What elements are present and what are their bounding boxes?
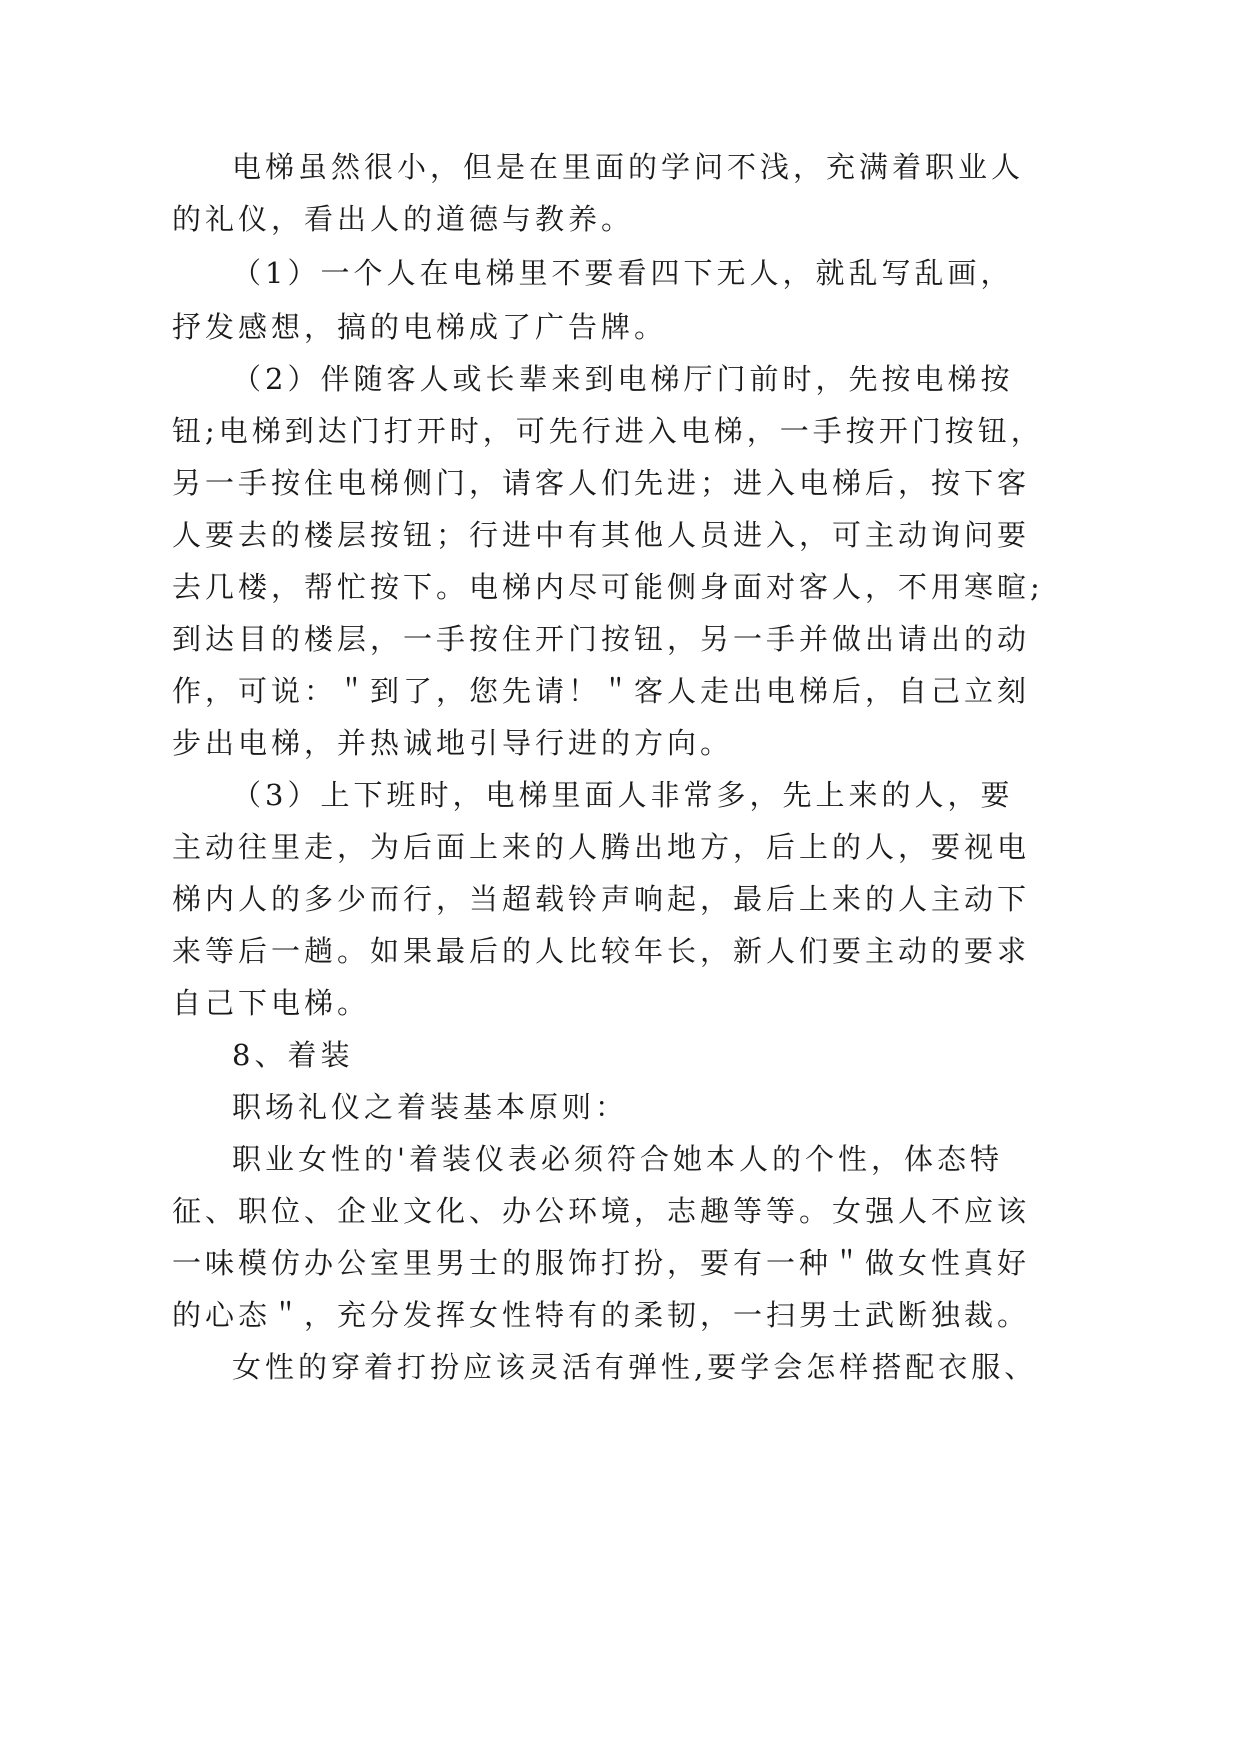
text-line: 的心态＂，充分发挥女性特有的柔韧，一扫男士武断独裁。: [172, 1298, 1031, 1332]
text-line: （1）一个人在电梯里不要看四下无人，就乱写乱画，: [232, 256, 1014, 290]
text-line: 另一手按住电梯侧门，请客人们先进；进入电梯后，按下客: [172, 466, 1031, 500]
text-line: （2）伴随客人或长辈来到电梯厅门前时，先按电梯按: [232, 362, 1014, 396]
text-line: 梯内人的多少而行，当超载铃声响起，最后上来的人主动下: [172, 882, 1031, 916]
text-line: 抒发感想，搞的电梯成了广告牌。: [172, 310, 668, 344]
text-line: 作，可说：＂到了，您先请！＂客人走出电梯后，自己立刻: [172, 674, 1031, 708]
section-heading: 8、着装: [232, 1038, 354, 1072]
text-line: 一味模仿办公室里男士的服饰打扮，要有一种＂做女性真好: [172, 1246, 1031, 1280]
text-line: 人要去的楼层按钮；行进中有其他人员进入，可主动询问要: [172, 518, 1031, 552]
text-line: （3）上下班时，电梯里面人非常多，先上来的人，要: [232, 778, 1014, 812]
text-line: 钮;电梯到达门打开时，可先行进入电梯，一手按开门按钮，: [172, 414, 1044, 448]
text-line: 到达目的楼层，一手按住开门按钮，另一手并做出请出的动: [172, 622, 1031, 656]
text-line: 征、职位、企业文化、办公环境，志趣等等。女强人不应该: [172, 1194, 1031, 1228]
text-line: 电梯虽然很小，但是在里面的学问不浅，充满着职业人: [232, 150, 1025, 184]
text-line: 步出电梯，并热诚地引导行进的方向。: [172, 726, 734, 760]
text-line: 的礼仪，看出人的道德与教养。: [172, 202, 635, 236]
text-line: 来等后一趟。如果最后的人比较年长，新人们要主动的要求: [172, 934, 1031, 968]
text-line: 主动往里走，为后面上来的人腾出地方，后上的人，要视电: [172, 830, 1031, 864]
text-line: 职场礼仪之着装基本原则：: [232, 1090, 629, 1124]
text-line: 去几楼，帮忙按下。电梯内尽可能侧身面对客人，不用寒暄;: [172, 570, 1044, 604]
text-line: 女性的穿着打扮应该灵活有弹性,要学会怎样搭配衣服、: [232, 1350, 1038, 1384]
text-line: 职业女性的'着装仪表必须符合她本人的个性，体态特: [232, 1142, 1003, 1176]
text-line: 自己下电梯。: [172, 986, 371, 1020]
